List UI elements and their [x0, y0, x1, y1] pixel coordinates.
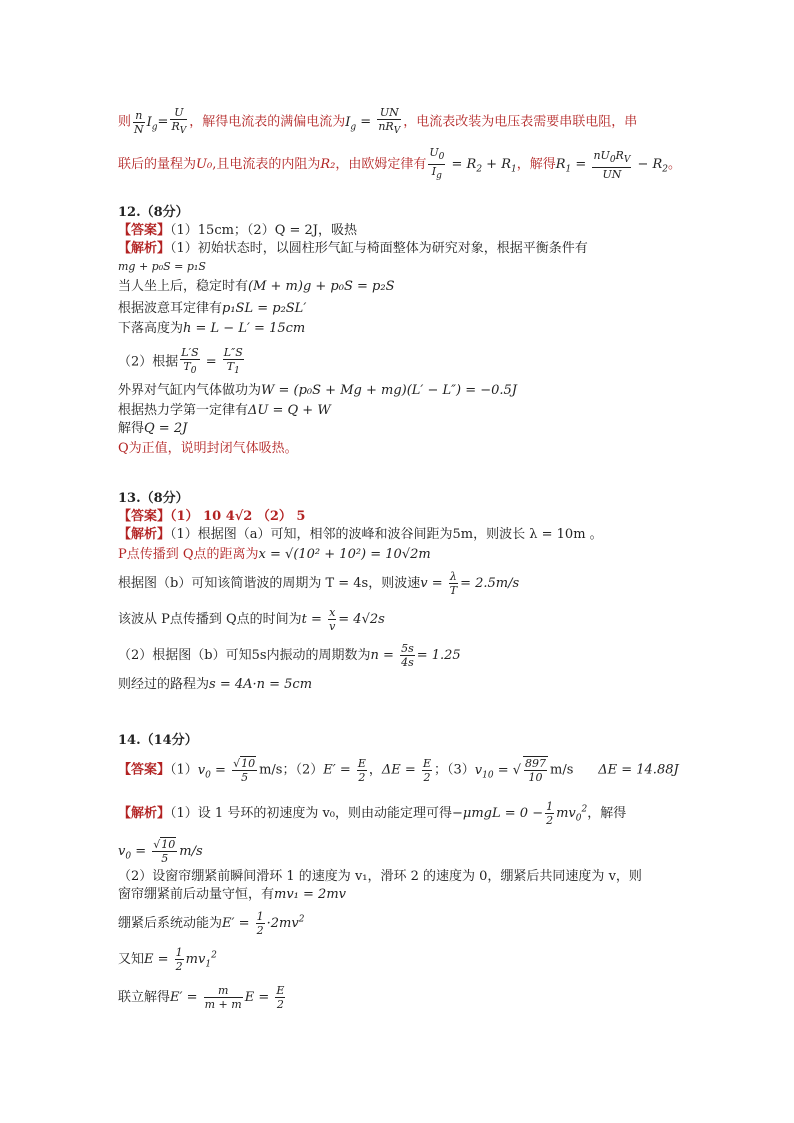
- q14-frac-E2-c: $\frac{E}{2}$: [276, 984, 285, 1011]
- q11-text-d: 联后的量程为: [118, 157, 197, 173]
- q14-frac-m-mm: $\frac{m}{m + m}$: [204, 984, 242, 1011]
- q14-line-2: $v_0$ = $\frac{√10}{5}$ m/s: [118, 838, 203, 865]
- q12-line-5: [118, 320, 305, 338]
- q13-text-6: 则经过的路程为: [118, 677, 210, 692]
- q11-R2: R₂: [320, 157, 336, 173]
- q14-analysis-text: （1）设 1 号环的初速度为 v₀，则由动能定理可得: [170, 806, 453, 821]
- q13-title: 13.（8分）: [118, 491, 189, 506]
- q14-answer-p1: （1）: [170, 762, 198, 778]
- q11-text-g: ，解得: [516, 157, 556, 173]
- q12-analysis-1: [118, 240, 588, 258]
- q13-line-6: [118, 676, 312, 694]
- q11-text-f: ，由欧姆定律有: [335, 157, 427, 173]
- q13-text-2: P点传播到 Q点的距离为: [118, 547, 259, 562]
- q12-line-8: [118, 402, 331, 420]
- q14-eq-2: m/s: [179, 844, 203, 859]
- q13-frac-x-v: $\frac{x}{v}$: [329, 606, 336, 633]
- q14-frac-half-a: $\frac{1}{2}$: [546, 800, 554, 827]
- q12-frac-LS-T0: $\frac{L'S}{T_0}$: [181, 346, 199, 377]
- q12-title: 12.（8分）: [118, 205, 189, 220]
- q14-line-6: 又知E = $\frac{1}{2}$ $mv_1^2$: [118, 946, 217, 973]
- q12-line-9: [118, 420, 187, 438]
- q11-text-c: ，电流表改装为电压表需要串联电阻，串: [403, 114, 638, 130]
- q14-text-7: 联立解得: [118, 990, 171, 1005]
- q14-frac-v0-b: $\frac{√10}{5}$: [153, 838, 176, 865]
- q13-text-3: 根据图（b）可知该简谐波的周期为 T = 4s，则波速: [118, 576, 421, 591]
- q14-answer-p1-unit: m/s；: [259, 762, 296, 778]
- q13-line-2: [118, 546, 431, 564]
- q14-title: 14.（14分）: [118, 733, 198, 748]
- q13-frac-lambda-T: $\frac{\lambda}{T}$: [449, 570, 458, 597]
- q14-frac-v10: $\frac{897}{10}$: [525, 757, 547, 784]
- q14-answer-p2: （2）: [295, 762, 324, 778]
- q13-answer-tag: 【答案】: [118, 509, 171, 524]
- q11-frac-UN-over-nRV: $\frac{UN}{nR_V}$: [378, 106, 401, 137]
- q12-eq-1: mg + p₀S = p₁S: [118, 260, 206, 273]
- q14-answer-p3-unit: m/s: [550, 762, 574, 778]
- q14-line-5: 绷紧后系统动能为E′ = $\frac{1}{2}$ $\cdot 2mv^2$: [118, 910, 305, 937]
- q12-eq-4: h = L − L′ = 15cm: [183, 321, 306, 336]
- q12-text-4: 根据波意耳定律有: [118, 301, 223, 316]
- q13-eq-3: = 4√2s: [338, 612, 385, 627]
- q11-line-1: 则 $\frac{n}{N}$ $I_g=$ $\frac{U}{R_V}$ ，解得电流表的满偏电流为$I_g$ = $\frac{UN}{nR_V}$ ，电流表改装为电压表需要串联电阻，串: [118, 106, 638, 137]
- q11-frac-result: $\frac{nU_0R_V}{UN}$: [593, 148, 631, 181]
- q12-eq-5: W = (p₀S + Mg + mg)(L′ − L″) = −0.5J: [261, 383, 518, 398]
- q11-text-b: ，解得电流表的满偏电流为: [189, 114, 346, 130]
- q11-text-e: ,且电流表的内阻为: [212, 157, 321, 173]
- q12-answer-tag: 【答案】: [118, 223, 171, 238]
- q12-eq-6: ΔU = Q + W: [248, 403, 331, 418]
- q11-frac-n-over-N: $\frac{n}{N}$: [134, 108, 144, 136]
- q14-answer: 【答案】$(1)v_0$ = $\frac{√10}{5}$ m/s；（2）E′ = $\frac{E}{2}$ ，ΔE = $\frac{E}{2}$ ；$(3)v_{10}$ = √ $\frac{897}{10}$ m/s ΔE = 14.88J: [118, 756, 679, 784]
- q13-eq-5: s = 4A·n = 5cm: [209, 677, 313, 692]
- q13-answer: [118, 508, 305, 526]
- q12-conclusion: Q为正值，说明封闭气体吸热。: [118, 441, 298, 456]
- q13-text-4: 该波从 P点传播到 Q点的时间为: [118, 612, 302, 627]
- q12-text-9: 解得: [118, 421, 145, 436]
- q13-analysis-tag: 【解析】: [118, 527, 171, 542]
- q13-eq-1: x = √(10² + 10²) = 10√2m: [258, 547, 431, 562]
- q14-frac-E2-b: $\frac{E}{2}$: [422, 756, 431, 784]
- q14-frac-half-b: $\frac{1}{2}$: [256, 910, 264, 937]
- q14-answer-p3-energy: ΔE = 14.88J: [598, 762, 679, 778]
- q11-line-2: 联后的量程为U₀,且电流表的内阻为R₂，由欧姆定律有 $\frac{U_0}{I_g}$ = $R_2 + R_1$，解得$R_1$ = $\frac{nU_0R_V}{UN}$ − $R_2$。: [118, 146, 682, 182]
- q14-frac-v0: $\frac{√10}{5}$: [233, 756, 256, 784]
- q12-frac-LS-T1: $\frac{L''S}{T_1}$: [223, 346, 243, 377]
- q12-line-6: （2）根据 $\frac{L'S}{T_0}$ = $\frac{L''S}{T_1}$: [118, 346, 243, 377]
- q14-text-6: 又知: [118, 952, 145, 967]
- q13-text-5: （2）根据图（b）可知5s内振动的周期数为: [118, 648, 371, 663]
- q13-analysis-text: （1）根据图（a）可知，相邻的波峰和波谷间距为5m，则波长 λ = 10m 。: [170, 527, 603, 542]
- q14-eq-1: −μmgL = 0 −: [452, 806, 544, 821]
- q13-frac-5s-4s: $\frac{5s}{4s}$: [401, 642, 414, 669]
- q14-answer-tag: 【答案】: [118, 762, 171, 778]
- q12-eq-2: (M + m)g + p₀S = p₂S: [248, 279, 395, 294]
- q14-analysis-tag: 【解析】: [118, 806, 171, 821]
- q14-text-4: 窗帘绷紧前后动量守恒，有: [118, 887, 275, 902]
- q14-analysis-end: ，解得: [587, 806, 627, 821]
- q12-analysis-text: （1）初始状态时，以圆柱形气缸与椅面整体为研究对象，根据平衡条件有: [170, 241, 588, 256]
- q12-eq-7: Q = 2J: [144, 421, 188, 436]
- q12-text-7: 外界对气缸内气体做功为: [118, 383, 262, 398]
- q14-analysis-1: 【解析】（1）设 1 号环的初速度为 v₀，则由动能定理可得−μmgL = 0 − $\frac{1}{2}$ $mv_0^2$，解得: [118, 800, 627, 827]
- q14-frac-half-c: $\frac{1}{2}$: [175, 946, 183, 973]
- q13-eq-2: = 2.5m/s: [460, 576, 520, 591]
- q12-eq-3: p₁SL = p₂SL′: [222, 301, 307, 316]
- q14-line-4: [118, 886, 346, 904]
- q12-text-6: （2）根据: [118, 354, 179, 370]
- q11-U0: U₀: [196, 157, 213, 173]
- q12-answer-text: （1）15cm；（2）Q = 2J，吸热: [170, 223, 358, 238]
- q13-line-4: 该波从 P点传播到 Q点的时间为t = $\frac{x}{v}$ = 4√2s: [118, 606, 385, 633]
- q12-answer: [118, 222, 357, 240]
- q13-eq-4: = 1.25: [416, 648, 461, 663]
- q12-line-3: [118, 278, 394, 296]
- q14-eq-3: mv₁ = 2mv: [274, 887, 346, 902]
- q14-answer-p3: （3）: [447, 762, 475, 778]
- q11-frac-U0-over-Ig: $\frac{U_0}{I_g}$: [429, 146, 445, 182]
- q14-line-3: （2）设窗帘绷紧前瞬间滑环 1 的速度为 v₁，滑环 2 的速度为 0，绷紧后共同速度为 v，则: [118, 869, 642, 884]
- q14-frac-E2-a: $\frac{E}{2}$: [357, 756, 366, 784]
- q13-answer-text: （1） 10 4√2 （2） 5: [170, 509, 306, 524]
- q13-analysis-1: [118, 526, 603, 544]
- q11-frac-U-over-RV: $\frac{U}{R_V}$: [171, 106, 187, 137]
- q14-line-7: 联立解得E′ = $\frac{m}{m + m}$ E = $\frac{E}{2}$: [118, 984, 285, 1011]
- q12-analysis-tag: 【解析】: [118, 241, 171, 256]
- q12-text-3: 当人坐上后，稳定时有: [118, 279, 249, 294]
- q13-line-3: 根据图（b）可知该简谐波的周期为 T = 4s，则波速v = $\frac{\lambda}{T}$ = 2.5m/s: [118, 570, 520, 597]
- q12-line-4: [118, 300, 306, 318]
- q11-text-a: 则: [118, 114, 132, 130]
- q12-text-8: 根据热力学第一定律有: [118, 403, 249, 418]
- q13-line-5: （2）根据图（b）可知5s内振动的周期数为n = $\frac{5s}{4s}$ = 1.25: [118, 642, 461, 669]
- q14-text-5: 绷紧后系统动能为: [118, 916, 223, 931]
- q12-line-7: [118, 382, 517, 400]
- q12-text-5: 下落高度为: [118, 321, 184, 336]
- q11-text-h: 。: [668, 157, 682, 173]
